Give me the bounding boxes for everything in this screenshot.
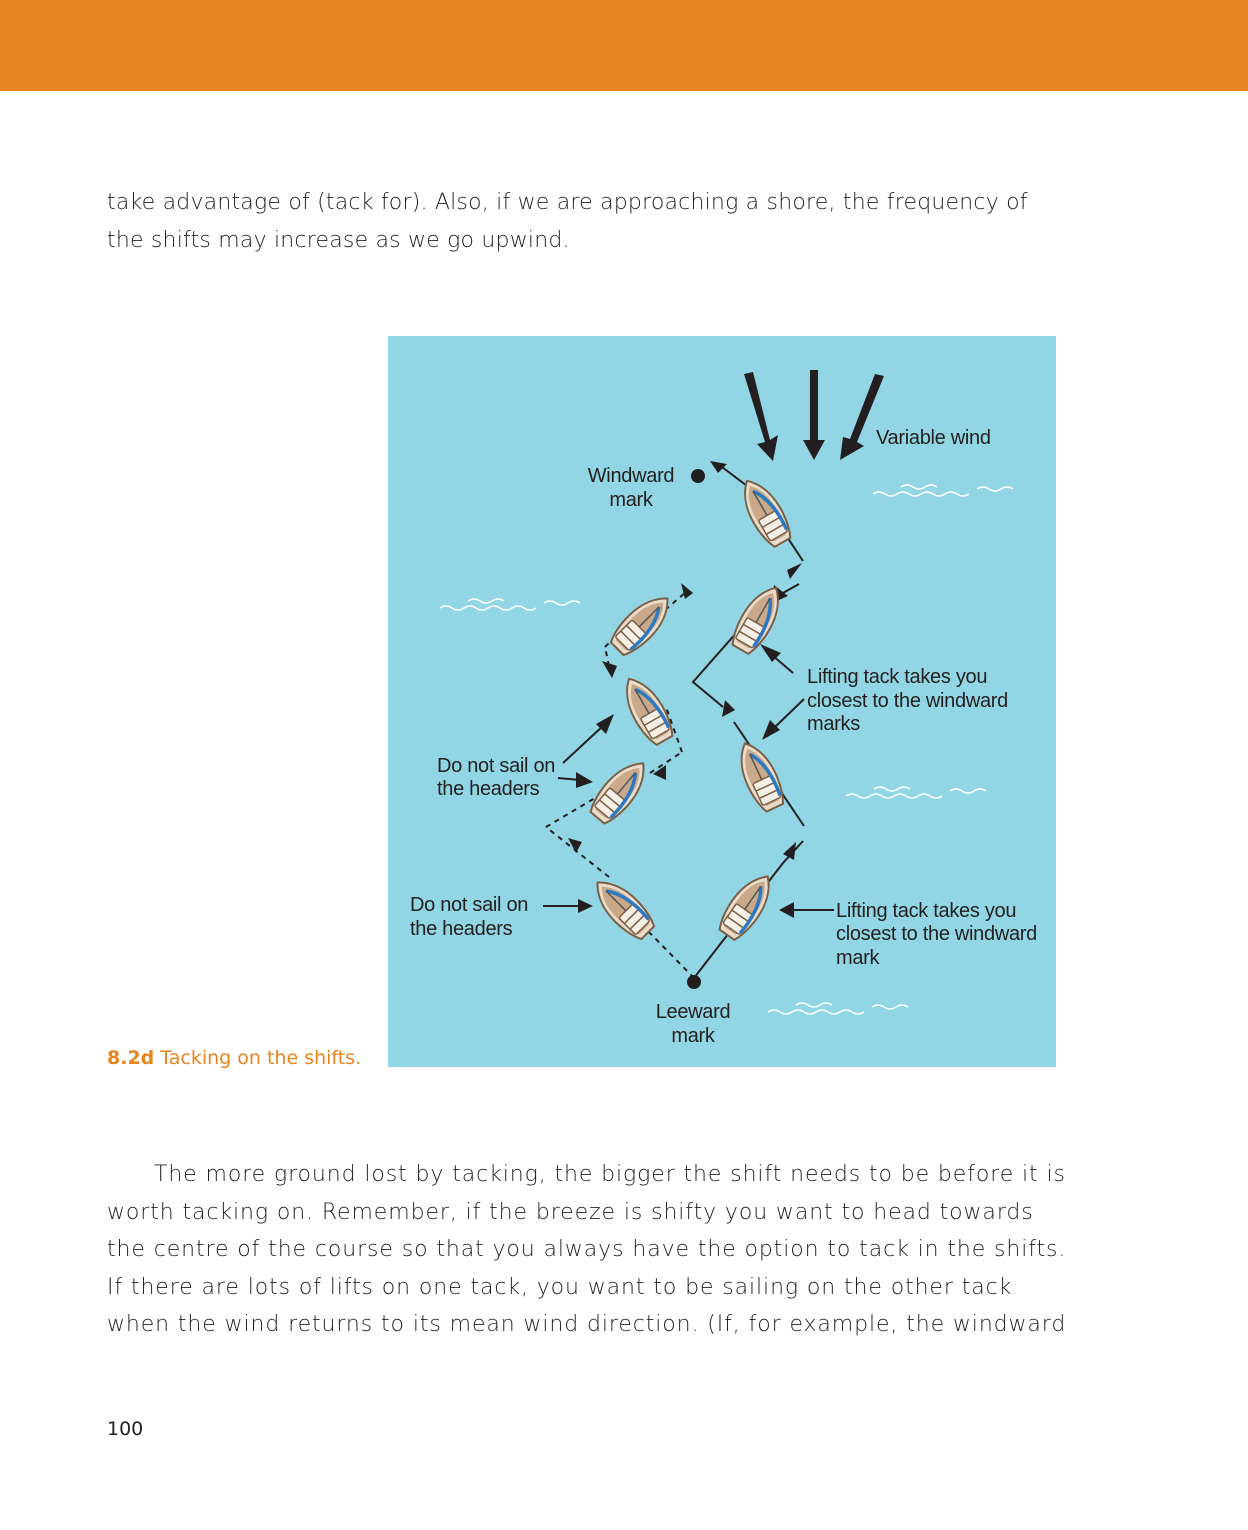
windward-mark-label: Windward <box>587 465 675 487</box>
leeward-mark-label: Leeward <box>655 1001 731 1023</box>
body-paragraph-bottom <box>107 1156 1067 1344</box>
headers-label-upper: Do not sail on <box>437 755 556 777</box>
headers-label-lower: Do not sail on <box>410 894 529 916</box>
figure-caption-number: 8.2d <box>107 1047 155 1069</box>
lifting-tack-label-upper: closest to the windward <box>807 690 1008 712</box>
lifting-tack-label-lower: closest to the windward <box>836 923 1037 945</box>
tacking-diagram <box>388 336 1056 1067</box>
lifting-tack-label-upper: Lifting tack takes you <box>807 666 988 688</box>
header-bar <box>0 0 1248 91</box>
leeward-mark-icon <box>687 975 701 989</box>
windward-mark-label: mark <box>609 489 653 511</box>
lifting-tack-label-lower: mark <box>836 947 880 969</box>
leeward-mark-label: mark <box>671 1025 715 1047</box>
body-paragraph-top: take advantage of (tack for). Also, if we are approaching a shore, the frequency of the shifts may increase as we go upwind. <box>107 190 1028 253</box>
windward-mark-icon <box>691 469 705 483</box>
figure-caption-text: Tacking on the shifts. <box>154 1047 362 1069</box>
figure-caption <box>107 1045 382 1071</box>
lifting-tack-label-lower: Lifting tack takes you <box>836 900 1017 922</box>
headers-label-lower: the headers <box>410 918 513 940</box>
variable-wind-label: Variable wind <box>876 427 991 449</box>
headers-label-upper: the headers <box>437 778 540 800</box>
lifting-tack-label-upper: marks <box>807 713 860 735</box>
page-number: 100 <box>107 1418 144 1440</box>
body-paragraph-bottom-text: The more ground lost by tacking, the bigger the shift needs to be before it is worth tacking on. Remember, if the breeze is shifty you want to head towards the centre of the course so that you always have the option to tack in the shifts. If there are lots of lifts on one tack, you want to be sailing on the other tack when the wind returns to its mean wind direction. (If, for example, the windward <box>107 1162 1067 1337</box>
